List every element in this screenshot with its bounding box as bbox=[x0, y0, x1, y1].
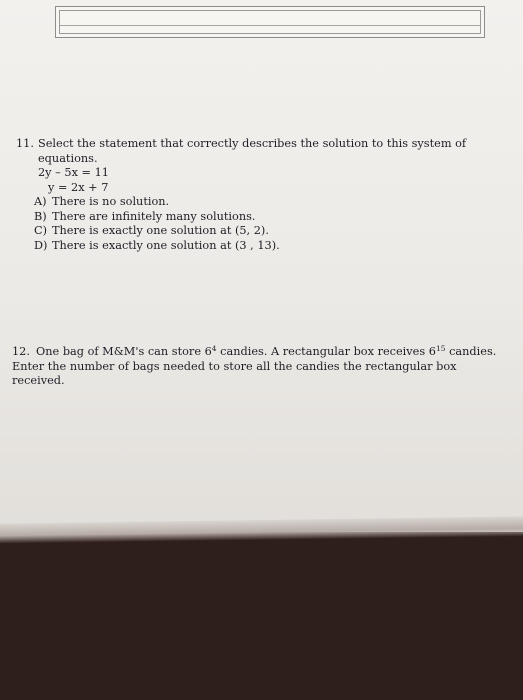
question-12 bbox=[12, 345, 517, 389]
question-11-number: 11. bbox=[16, 137, 34, 150]
option-c[interactable] bbox=[16, 224, 496, 239]
question-11-stem-line1: Select the statement that correctly describes the solution to this system of bbox=[38, 137, 467, 150]
answer-box-line bbox=[60, 25, 480, 26]
question-12-line2: Enter the number of bags needed to store all the candies the rectangular box bbox=[12, 359, 457, 373]
option-a[interactable] bbox=[16, 195, 496, 210]
exponent-15: 15 bbox=[435, 344, 446, 353]
answer-box-inner bbox=[59, 10, 481, 34]
question-12-line1 bbox=[12, 345, 517, 360]
question-12-text-a: One bag of M&M's can store 6 bbox=[36, 345, 212, 358]
option-c-letter: C) bbox=[34, 224, 48, 237]
option-a-letter: A) bbox=[34, 195, 47, 208]
exponent-4: 4 bbox=[211, 344, 217, 353]
question-11-stem-line2: equations. bbox=[38, 151, 98, 165]
equation-1: 2y – 5x = 11 bbox=[38, 166, 109, 179]
option-b-text: There are infinitely many solutions. bbox=[52, 209, 256, 223]
question-12-number: 12. bbox=[12, 345, 30, 358]
option-a-text: There is no solution. bbox=[52, 195, 170, 208]
option-b[interactable] bbox=[16, 210, 496, 225]
answer-box[interactable] bbox=[55, 6, 485, 38]
question-12-text-c: candies. bbox=[445, 345, 497, 358]
question-12-text-b: candies. A rectangular box receives 6 bbox=[216, 345, 436, 358]
question-11-stem bbox=[16, 137, 496, 152]
option-d-letter: D) bbox=[34, 238, 48, 252]
option-d[interactable] bbox=[16, 239, 496, 254]
question-12-line3: received. bbox=[12, 374, 65, 387]
equation-2: y = 2x + 7 bbox=[48, 180, 109, 194]
option-b-letter: B) bbox=[34, 209, 47, 223]
question-11 bbox=[16, 137, 496, 253]
option-d-text: There is exactly one solution at (3 , 13). bbox=[52, 238, 280, 252]
option-c-text: There is exactly one solution at (5, 2). bbox=[52, 224, 269, 237]
